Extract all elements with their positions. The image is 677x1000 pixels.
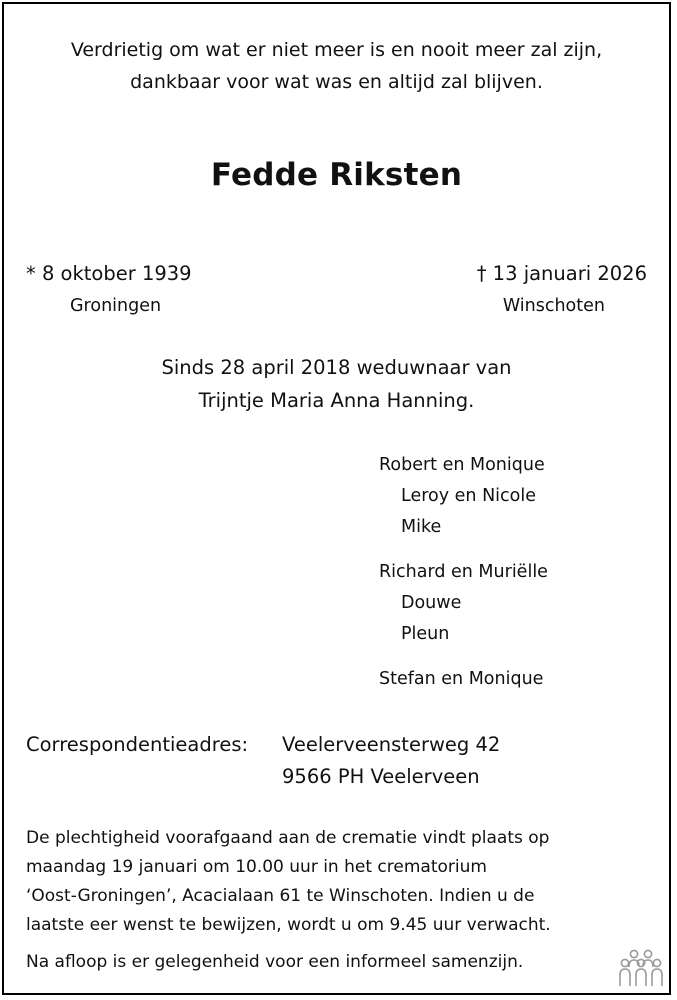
death-place: Winschoten	[502, 296, 605, 316]
family-parents: Robert en Monique	[379, 455, 545, 475]
widower-line-2: Trijntje Maria Anna Hanning.	[198, 389, 475, 412]
ceremony-line-4: laatste eer wenst te bewijzen, wordt u om 9.45 uur verwacht.	[26, 915, 551, 935]
ceremony-line-3: ‘Oost-Groningen’, Acacialaan 61 te Winschoten. Indien u de	[26, 886, 535, 906]
family-child: Mike	[401, 517, 442, 537]
widower-line-1: Sinds 28 april 2018 weduwnaar van	[161, 356, 512, 379]
quote-line-2: dankbaar voor wat was en altijd zal blijven.	[130, 71, 543, 93]
family-parents: Richard en Muriëlle	[379, 562, 548, 582]
correspondence-city: 9566 PH Veelerveen	[282, 765, 480, 788]
family-group-icon	[618, 948, 664, 988]
family-child: Douwe	[401, 593, 462, 613]
ceremony-line-1: De plechtigheid voorafgaand aan de crematie vindt plaats op	[26, 828, 550, 848]
family-parents: Stefan en Monique	[379, 669, 544, 689]
birth-place: Groningen	[70, 296, 162, 316]
quote-line-1: Verdrietig om wat er niet meer is en nooit meer zal zijn,	[70, 39, 603, 61]
deceased-name: Fedde Riksten	[210, 157, 463, 193]
ceremony-line-2: maandag 19 januari om 10.00 uur in het crematorium	[26, 857, 487, 877]
correspondence-street: Veelerveensterweg 42	[282, 733, 501, 756]
obituary-card	[2, 2, 671, 995]
family-child: Pleun	[401, 624, 450, 644]
family-child: Leroy en Nicole	[401, 486, 536, 506]
correspondence-label: Correspondentieadres:	[26, 733, 249, 756]
death-date: † 13 januari 2026	[476, 262, 647, 285]
birth-date: * 8 oktober 1939	[26, 262, 192, 285]
ceremony-line-5: Na afloop is er gelegenheid voor een informeel samenzijn.	[26, 952, 524, 972]
